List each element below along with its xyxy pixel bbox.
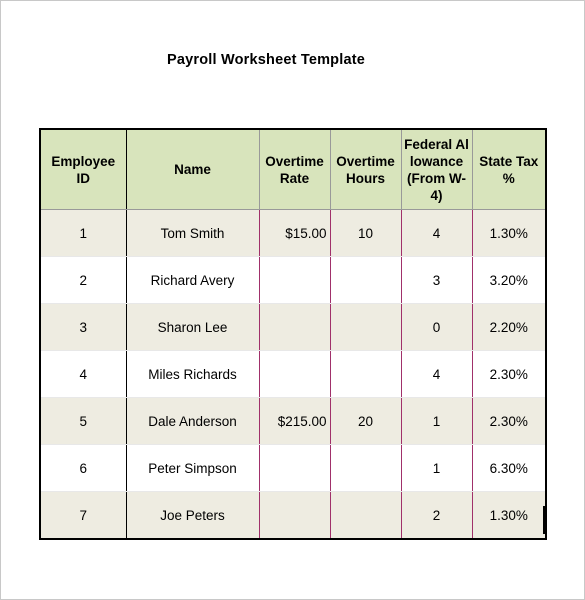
cell-overtime-rate <box>259 257 330 304</box>
cell-employee-id: 2 <box>40 257 126 304</box>
cell-overtime-hours <box>330 351 401 398</box>
cell-employee-id: 1 <box>40 210 126 257</box>
table-row <box>40 492 546 540</box>
cell-overtime-hours <box>330 304 401 351</box>
cell-federal-allowance: 2 <box>401 492 472 540</box>
cell-employee-id: 7 <box>40 492 126 540</box>
cell-overtime-hours <box>330 492 401 540</box>
cell-employee-id: 6 <box>40 445 126 492</box>
cell-overtime-rate <box>259 492 330 540</box>
table-row <box>40 257 546 304</box>
cell-name: Sharon Lee <box>126 304 259 351</box>
cell-federal-allowance: 1 <box>401 398 472 445</box>
header-state-tax: State Tax % <box>472 129 546 210</box>
cell-overtime-rate <box>259 351 330 398</box>
cell-state-tax: 1.30% <box>472 492 546 540</box>
cell-overtime-hours <box>330 445 401 492</box>
cell-federal-allowance: 1 <box>401 445 472 492</box>
cell-state-tax: 3.20% <box>472 257 546 304</box>
cell-federal-allowance: 0 <box>401 304 472 351</box>
cell-state-tax: 2.30% <box>472 398 546 445</box>
cell-overtime-hours: 20 <box>330 398 401 445</box>
header-overtime-rate: Overtime Rate <box>259 129 330 210</box>
cell-overtime-rate: $15.00 <box>259 210 330 257</box>
cell-federal-allowance: 4 <box>401 351 472 398</box>
header-name: Name <box>126 129 259 210</box>
payroll-table <box>39 128 547 540</box>
cell-overtime-hours <box>330 257 401 304</box>
table-row <box>40 398 546 445</box>
cell-state-tax: 2.30% <box>472 351 546 398</box>
cell-overtime-rate <box>259 445 330 492</box>
header-employee-id: Employee ID <box>40 129 126 210</box>
cell-name: Richard Avery <box>126 257 259 304</box>
cell-name: Peter Simpson <box>126 445 259 492</box>
header-federal-allowance-label: Federal Allowance (From W-4) <box>404 136 469 203</box>
cell-state-tax: 1.30% <box>472 210 546 257</box>
cell-overtime-hours: 10 <box>330 210 401 257</box>
cell-employee-id: 5 <box>40 398 126 445</box>
table-row <box>40 351 546 398</box>
border-edge-mark <box>543 506 546 534</box>
cell-state-tax: 6.30% <box>472 445 546 492</box>
header-federal-allowance <box>401 129 472 210</box>
cell-employee-id: 4 <box>40 351 126 398</box>
cell-state-tax: 2.20% <box>472 304 546 351</box>
cell-name: Miles Richards <box>126 351 259 398</box>
cell-overtime-rate <box>259 304 330 351</box>
cell-overtime-rate: $215.00 <box>259 398 330 445</box>
table-row <box>40 445 546 492</box>
table-row <box>40 210 546 257</box>
cell-employee-id: 3 <box>40 304 126 351</box>
document-title: Payroll Worksheet Template <box>166 52 366 68</box>
cell-name: Joe Peters <box>126 492 259 540</box>
cell-name: Dale Anderson <box>126 398 259 445</box>
cell-name: Tom Smith <box>126 210 259 257</box>
table-header-row <box>40 129 546 210</box>
header-overtime-hours: Overtime Hours <box>330 129 401 210</box>
cell-federal-allowance: 3 <box>401 257 472 304</box>
table-row <box>40 304 546 351</box>
cell-federal-allowance: 4 <box>401 210 472 257</box>
